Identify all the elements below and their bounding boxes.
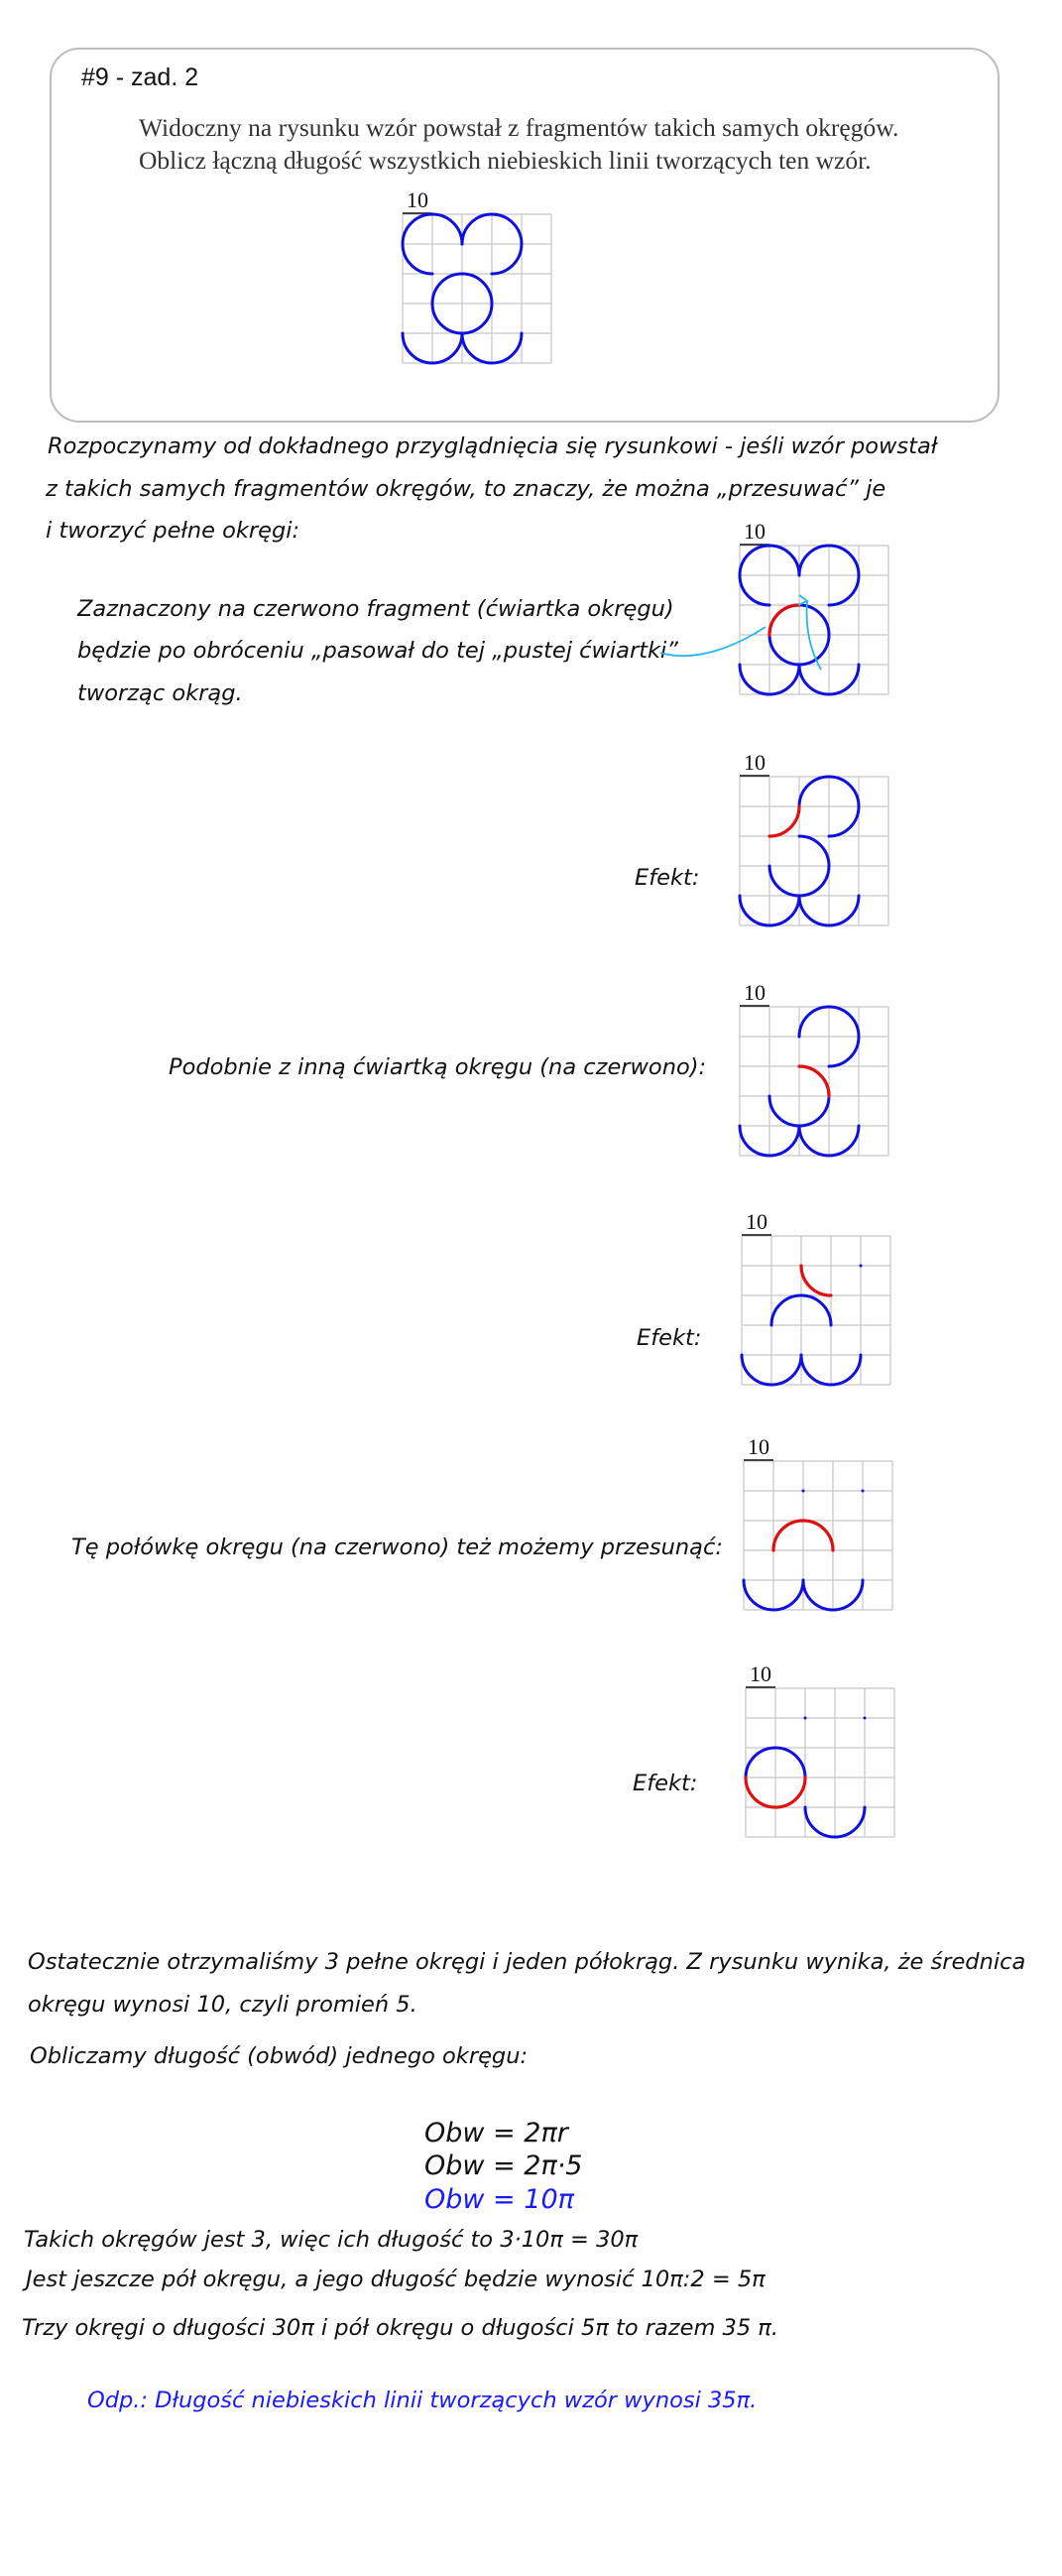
figure-original (393, 184, 660, 403)
red-arc (799, 1066, 829, 1096)
calc-line-3: Trzy okręgi o długości 30π i pół okręgu o długości 5π to razem 35 π. (22, 2315, 779, 2341)
task-statement (139, 111, 898, 177)
formula-circumference-result: Obw = 10π (424, 2184, 574, 2215)
blue-arc (462, 304, 492, 333)
hint-arrow-curve (660, 627, 766, 656)
blue-arc (769, 866, 799, 896)
blue-arc (799, 866, 829, 896)
task-statement-line-2: Oblicz łączną długość wszystkich niebieskich linii tworzących ten wzór. (139, 146, 872, 175)
step3-text: Tę połówkę okręgu (na czerwono) też możemy przesunąć: (71, 1534, 723, 1560)
step1-line-1: Zaznaczony na czerwono fragment (ćwiartka okręgu) (77, 596, 674, 622)
scale-label: 10 (744, 980, 766, 1005)
blue-arc (769, 1096, 799, 1126)
intro-line-3: i tworzyć pełne okręgi: (46, 518, 300, 544)
scale-label: 10 (407, 187, 428, 212)
red-arc (801, 1266, 831, 1295)
blue-arc (799, 1096, 829, 1126)
scale-label: 10 (746, 1209, 767, 1234)
step2-text: Podobnie z inną ćwiartką okręgu (na czerwono): (169, 1054, 707, 1080)
effect-label-3: Efekt: (633, 1771, 698, 1796)
step1-line-2: będzie po obróceniu „pasował do tej „pustej ćwiartki” (77, 638, 678, 664)
effect-label-2: Efekt: (637, 1325, 702, 1351)
calc-line-1: Takich okręgów jest 3, więc ich długość to 3·10π = 30π (24, 2227, 639, 2253)
figure-effect-2 (732, 1206, 1000, 1424)
red-arc (769, 605, 799, 635)
blue-arc (432, 274, 462, 304)
conclusion-line-2: okręgu wynosi 10, czyli promień 5. (28, 1992, 417, 2018)
hint-arrow-connector (654, 623, 773, 663)
formula-circumference-general: Obw = 2πr (424, 2118, 568, 2148)
scale-label: 10 (748, 1434, 769, 1459)
blue-arc (799, 836, 829, 866)
step1-line-3: tworząc okrąg. (77, 680, 243, 706)
grid (742, 1236, 890, 1385)
blue-arc (462, 274, 492, 304)
grid (740, 777, 888, 925)
grid (403, 214, 551, 363)
blue-arc (769, 635, 799, 665)
scale-label: 10 (744, 750, 766, 775)
task-statement-line-1: Widoczny na rysunku wzór powstał z fragmentów takich samych okręgów. (139, 113, 899, 142)
figure-step-3 (734, 1431, 1002, 1650)
conclusion-line-1: Ostatecznie otrzymaliśmy 3 pełne okręgi i jeden półokrąg. Z rysunku wynika, że średnica (28, 1949, 1026, 1975)
task-number: #9 - zad. 2 (81, 63, 199, 91)
grid (744, 1461, 892, 1610)
blue-arc (799, 635, 829, 665)
conclusion-line-3: Obliczamy długość (obwód) jednego okręgu: (30, 2043, 529, 2069)
intro-line-1: Rozpoczynamy od dokładnego przyglądnięcia się rysunkowi - jeśli wzór powstał (48, 433, 938, 459)
red-arc (769, 806, 799, 836)
formula-circumference-substituted: Obw = 2π·5 (424, 2150, 583, 2181)
grid (740, 1007, 888, 1156)
answer: Odp.: Długość niebieskich linii tworzących wzór wynosi 35π. (87, 2388, 758, 2413)
intro-line-2: z takich samych fragmentów okręgów, to znaczy, że można „przesuwać” je (46, 476, 886, 502)
figure-effect-3 (736, 1658, 1003, 1877)
blue-arc (432, 304, 462, 333)
grid (740, 546, 888, 694)
scale-label: 10 (750, 1661, 771, 1686)
calc-line-2: Jest jeszcze pół okręgu, a jego długość będzie wynosić 10π:2 = 5π (26, 2267, 766, 2292)
figure-step-2 (730, 977, 998, 1195)
figure-effect-1 (730, 747, 998, 965)
blue-arc (799, 605, 829, 635)
scale-label: 10 (744, 519, 766, 544)
grid (746, 1688, 894, 1837)
effect-label-1: Efekt: (635, 865, 700, 891)
